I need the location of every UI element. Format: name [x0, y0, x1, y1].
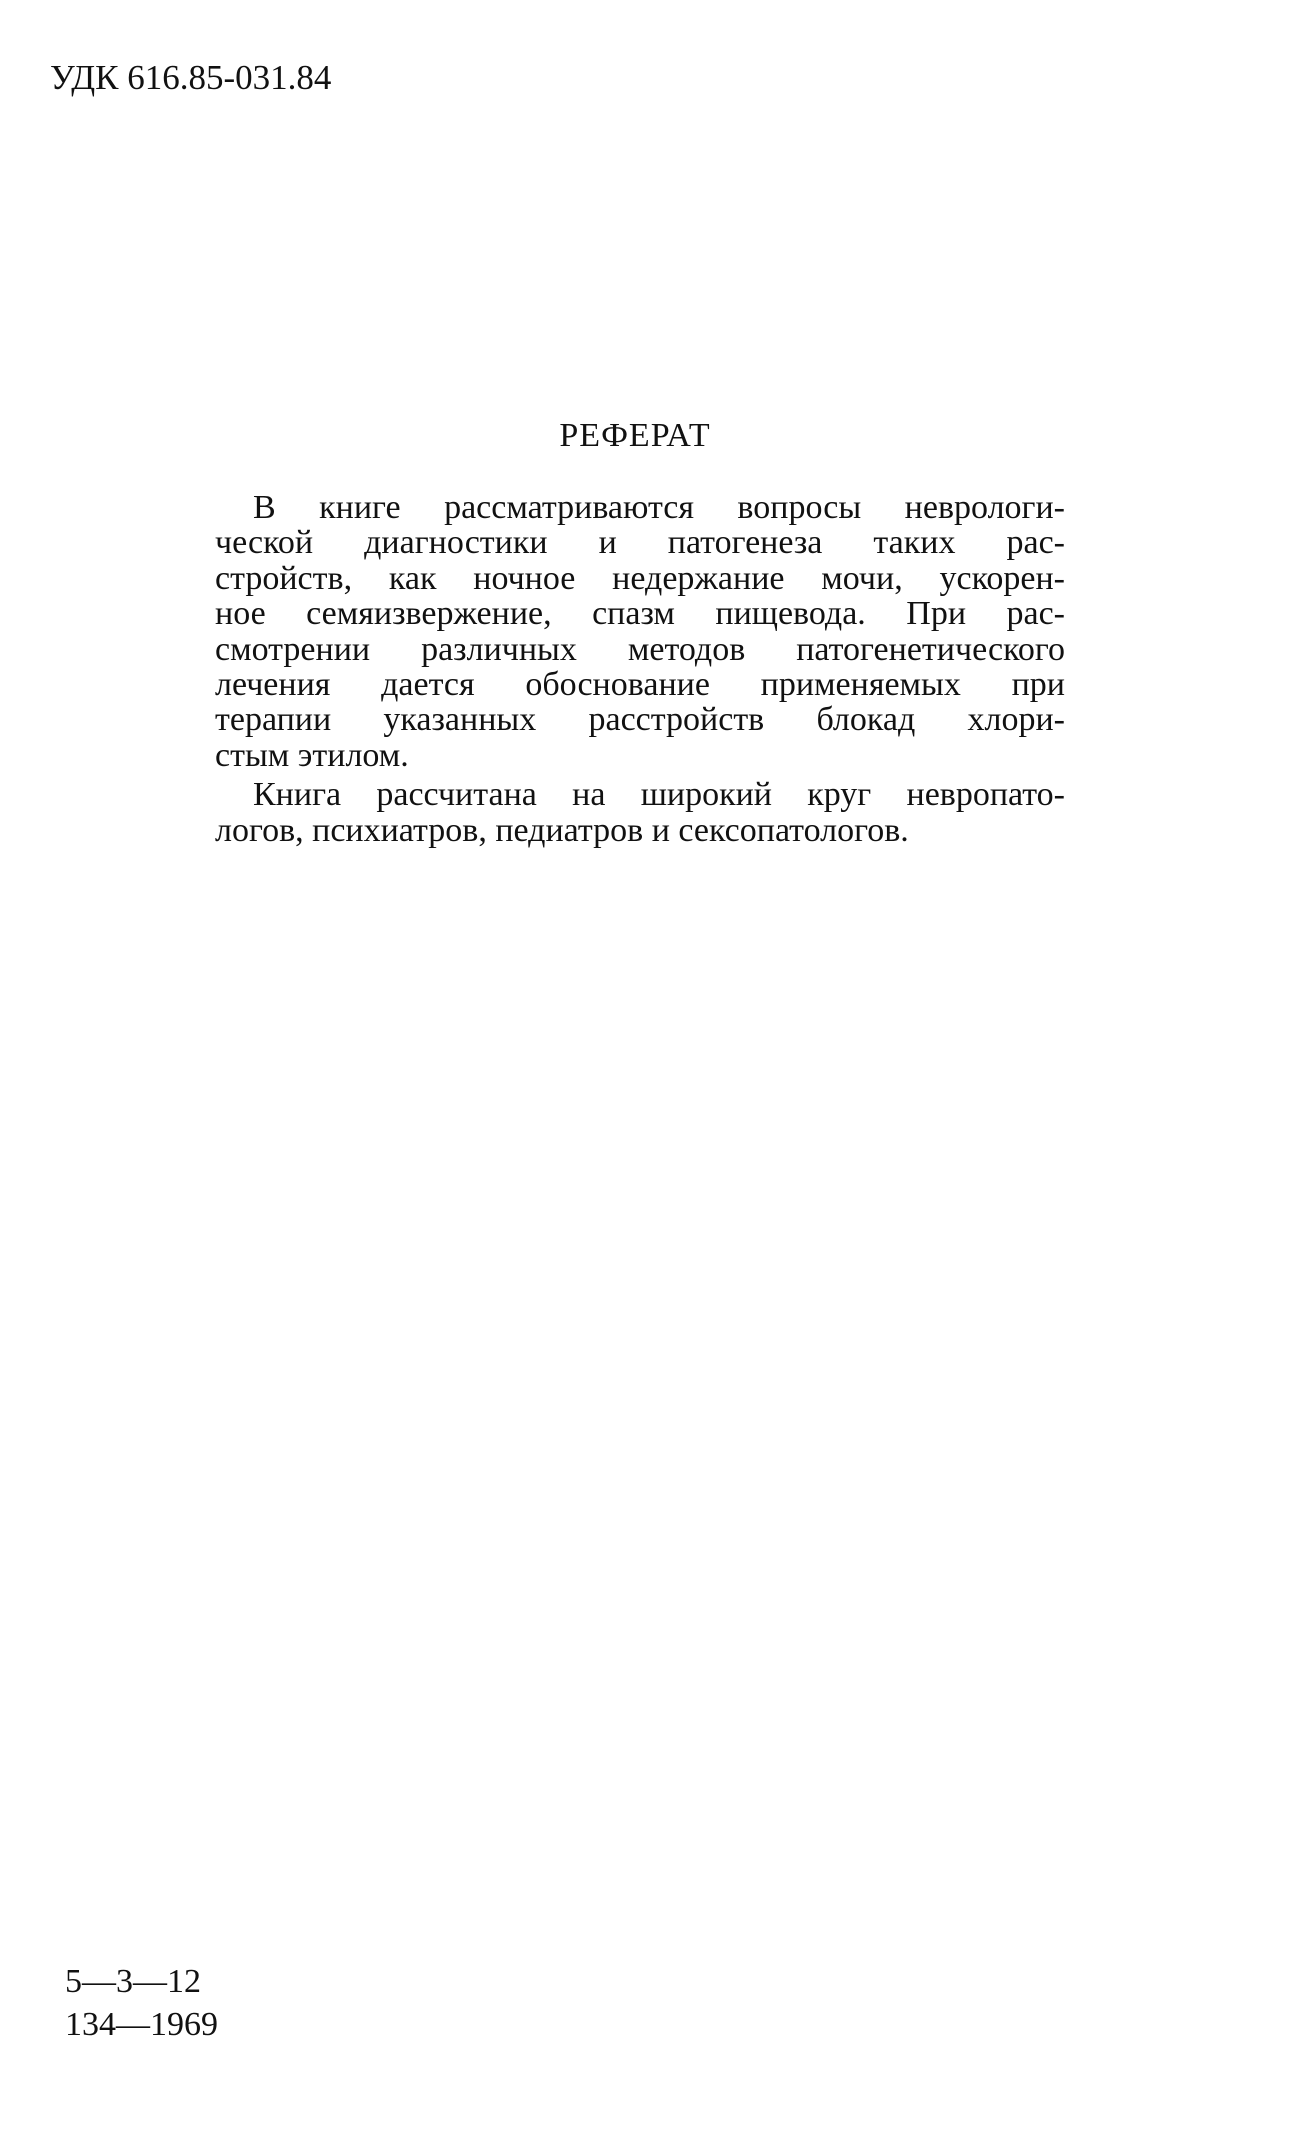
publication-code-line-2: 134—1969: [65, 2006, 218, 2043]
text-line: ное семяизвержение, спазм пищевода. При рас-: [215, 595, 1065, 633]
text-line: стым этилом.: [215, 736, 409, 774]
text-line: терапии указанных расстройств блокад хлори-: [215, 701, 1065, 739]
text-line: логов, психиатров, педиатров и сексопатологов.: [215, 811, 909, 849]
abstract-paragraph-1: [215, 490, 1065, 773]
udc-code: УДК 616.85-031.84: [50, 58, 332, 97]
text-line: ческой диагностики и патогенеза таких рас-: [215, 524, 1065, 562]
abstract-text: [215, 490, 1065, 848]
text-line: В книге рассматриваются вопросы неврологи-: [253, 489, 1065, 526]
abstract-paragraph-2: [215, 777, 1065, 848]
text-line: смотрении различных методов патогенетического: [215, 630, 1065, 668]
publication-code-line-1: 5—3—12: [65, 1963, 201, 2000]
page-title: РЕФЕРАТ: [559, 417, 711, 454]
text-line: лечения дается обоснование применяемых при: [215, 665, 1065, 703]
publication-codes: [65, 1960, 218, 2046]
text-line: стройств, как ночное недержание мочи, ускорен-: [215, 559, 1065, 597]
text-line: Книга рассчитана на широкий круг невропато-: [253, 776, 1065, 814]
